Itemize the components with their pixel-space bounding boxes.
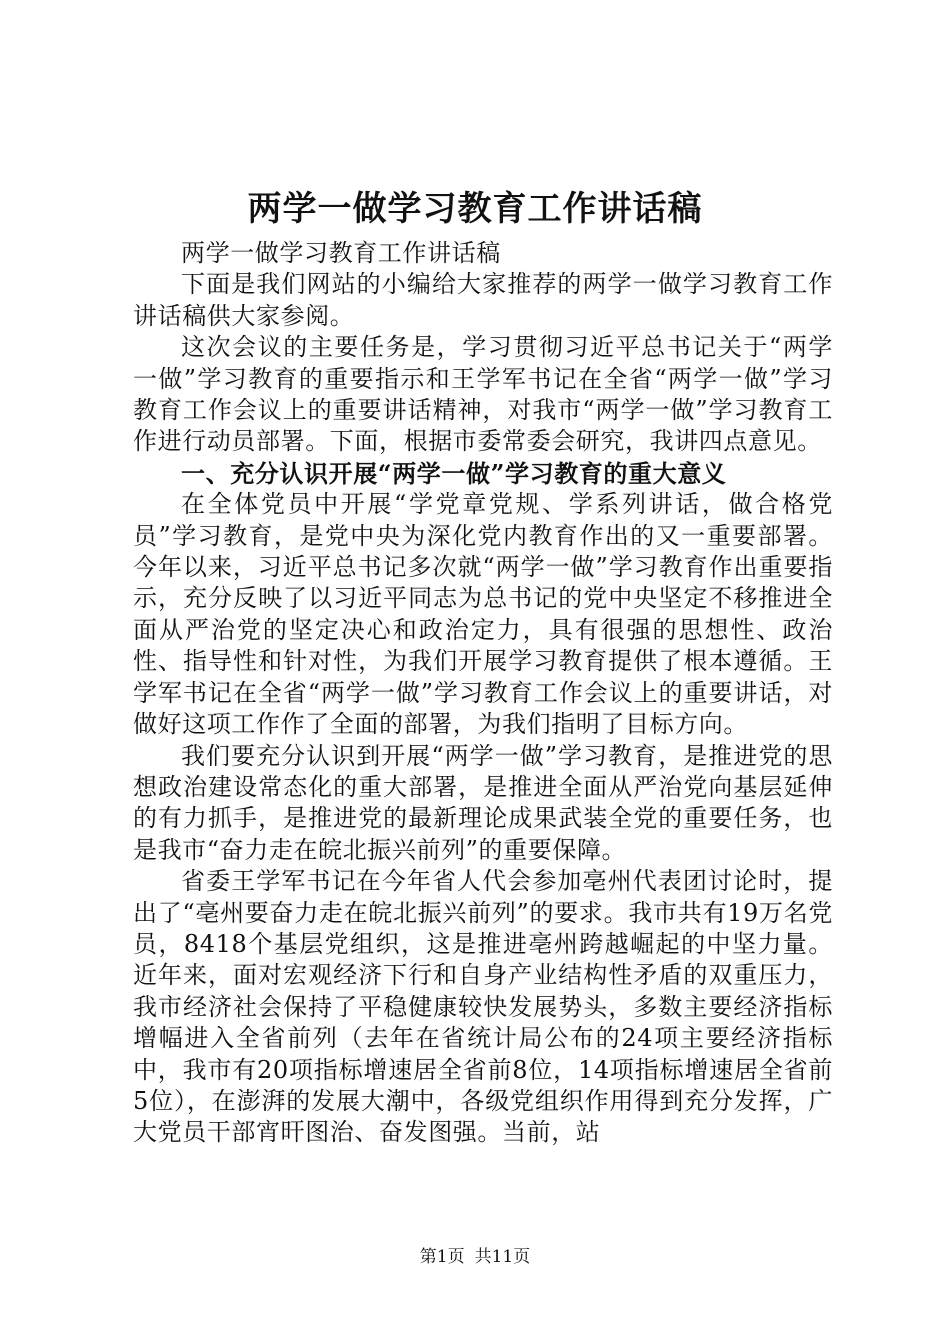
paragraph-significance: 在全体党员中开展“学党章党规、学系列讲话，做合格党员”学习教育，是党中央为深化党内教育作出的又一重要部署。今年以来，习近平总书记多次就“两学一做”学习教育作出重要指示，充分反映了以习近平同志为总书记的党中央坚定不移推进全面从严治党的坚定决心和政治定力，具有很强的思想性、政治性、指导性和针对性，为我们开展学习教育提供了根本遵循。王学军书记在全省“两学一做”学习教育工作会议上的重要讲话，对做好这项工作作了全面的部署，为我们指明了目标方向。 bbox=[133, 490, 833, 739]
page-footer bbox=[0, 1245, 950, 1269]
paragraph-bozhou: 省委王学军书记在今年省人代会参加亳州代表团讨论时，提出了“亳州要奋力走在皖北振兴前列”的要求。我市共有19万名党员，8418个基层党组织，这是推进亳州跨越崛起的中坚力量。近年来，面对宏观经济下行和自身产业结构性矛盾的双重压力，我市经济社会保持了平稳健康较快发展势头，多数主要经济指标增幅进入全省前列（去年在省统计局公布的24项主要经济指标中，我市有20项指标增速居全省前8位，14项指标增速居全省前5位），在澎湃的发展大潮中，各级党组织作用得到充分发挥，广大党员干部宵旰图治、奋发图强。当前，站 bbox=[133, 867, 833, 1147]
page-total: 共11页 bbox=[474, 1247, 531, 1267]
paragraph-recognition: 我们要充分认识到开展“两学一做”学习教育，是推进党的思想政治建设常态化的重大部署，是推进全面从严治党向基层延伸的有力抓手，是推进党的最新理论成果武装全党的重要任务，也是我市“奋力走在皖北振兴前列”的重要保障。 bbox=[133, 741, 833, 864]
page-number: 第1页 bbox=[419, 1247, 465, 1267]
document-title: 两学一做学习教育工作讲话稿 bbox=[247, 189, 703, 229]
section-heading-1: 一、充分认识开展“两学一做”学习教育的重大意义 bbox=[181, 458, 727, 488]
paragraph-intro: 下面是我们网站的小编给大家推荐的两学一做学习教育工作讲话稿供大家参阅。 bbox=[133, 270, 833, 330]
document-body bbox=[133, 238, 833, 1149]
paragraph-meeting-task: 这次会议的主要任务是，学习贯彻习近平总书记关于“两学一做”学习教育的重要指示和王学军书记在全省“两学一做”学习教育工作会议上的重要讲话精神，对我市“两学一做”学习教育工作进行动员部署。下面，根据市委常委会研究，我讲四点意见。 bbox=[133, 333, 833, 456]
paragraph-subtitle: 两学一做学习教育工作讲话稿 bbox=[181, 239, 501, 267]
